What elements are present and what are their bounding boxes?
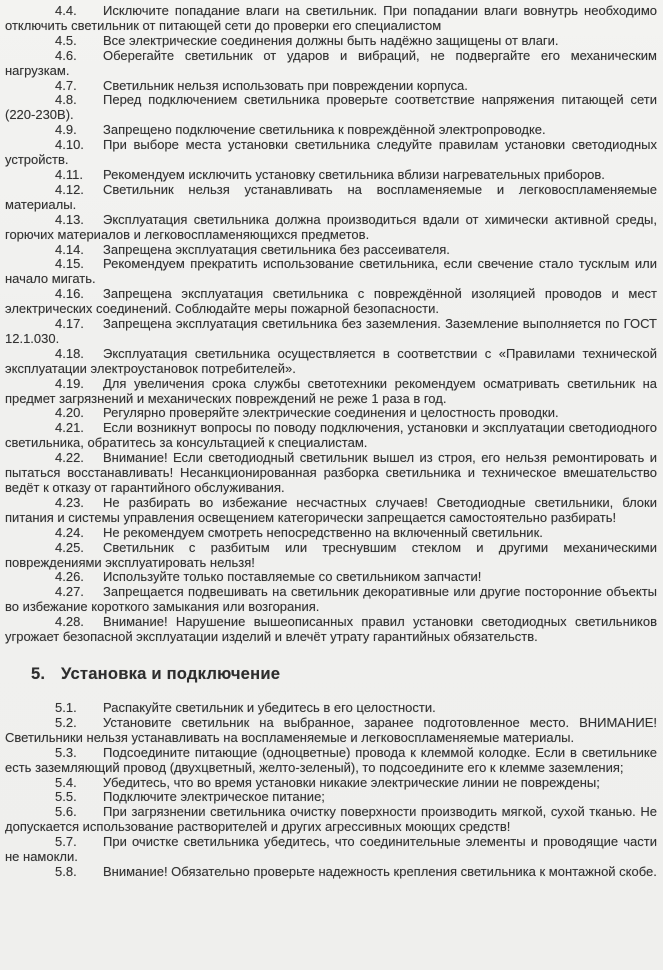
list-item — [5, 570, 657, 585]
list-item — [5, 4, 657, 34]
item-number: 4.19. — [55, 375, 84, 391]
item-number: 4.9. — [55, 122, 77, 138]
section-5-heading — [31, 664, 657, 683]
list-item — [5, 541, 657, 571]
item-number: 5.8. — [55, 863, 77, 879]
list-item — [5, 716, 657, 746]
item-number: 4.13. — [55, 211, 84, 227]
item-text: Запрещена эксплуатация светильника без заземления. Заземление выполняется по ГОСТ 12.1.030. — [5, 316, 657, 346]
item-number: 4.27. — [55, 584, 84, 600]
item-number: 4.15. — [55, 256, 84, 272]
list-item — [5, 865, 657, 880]
item-number: 4.6. — [55, 47, 77, 63]
item-number: 4.12. — [55, 181, 84, 197]
item-text: Используйте только поставляемые со светильником запчасти! — [103, 569, 482, 585]
list-item — [5, 701, 657, 716]
list-item — [5, 317, 657, 347]
section-4-items — [5, 4, 657, 645]
item-number: 4.17. — [55, 316, 84, 332]
list-item — [5, 746, 657, 776]
section-5-number: 5. — [31, 663, 46, 683]
item-text: Распакуйте светильник и убедитесь в его целостности. — [103, 699, 436, 715]
item-number: 4.26. — [55, 569, 84, 585]
item-text: При загрязнении светильника очистку поверхности производить мягкой, сухой тканью. Не допускается использование растворителей и других агрессивных моющих средств! — [5, 804, 657, 835]
document-page — [5, 4, 657, 880]
section-5-title: Установка и подключение — [61, 663, 281, 683]
item-text: Запрещена эксплуатация светильника без рассеивателя. — [103, 241, 450, 257]
item-text: Не рекомендуем смотреть непосредственно на включенный светильник. — [103, 524, 543, 540]
item-number: 5.4. — [55, 774, 77, 790]
item-text: Запрещено подключение светильника к повреждённой электропроводке. — [103, 122, 546, 138]
list-item — [5, 526, 657, 541]
item-number: 4.22. — [55, 450, 84, 466]
item-text: Установите светильник на выбранное, заранее подготовленное место. ВНИМАНИЕ! Светильники нельзя устанавливать на воспламеняемые и легковоспламеняемые материалы. — [5, 714, 657, 745]
list-item — [5, 377, 657, 407]
item-number: 4.25. — [55, 539, 84, 555]
item-text: Исключите попадание влаги на светильник. При попадании влаги вовнутрь необходимо отключить светильник от питающей сети до проверки его специалистом — [5, 3, 657, 33]
item-text: Светильник нельзя использовать при повреждении корпуса. — [103, 77, 468, 93]
list-item — [5, 123, 657, 138]
item-number: 4.10. — [55, 137, 84, 153]
list-item — [5, 585, 657, 615]
item-number: 4.20. — [55, 405, 84, 421]
list-item — [5, 790, 657, 805]
list-item — [5, 805, 657, 835]
list-item — [5, 776, 657, 791]
item-text: При очистке светильника убедитесь, что соединительные элементы и проводящие части не намокли. — [5, 834, 657, 865]
item-number: 4.5. — [55, 32, 77, 48]
list-item — [5, 835, 657, 865]
list-item — [5, 49, 657, 79]
item-text: Подсоедините питающие (одноцветные) провода к клеммой колодке. Если в светильнике есть заземляющий провод (двухцветный, желто-зеленый), то подсоедините его к клемме заземления; — [5, 744, 657, 775]
item-number: 5.5. — [55, 789, 77, 805]
list-item — [5, 168, 657, 183]
item-text: Внимание! Нарушение вышеописанных правил установки светодиодных светильников угрожает безопасной эксплуатации изделий и влечёт утрату гарантийных обязательств. — [5, 614, 657, 645]
item-number: 4.14. — [55, 241, 84, 257]
item-text: Запрещается подвешивать на светильник декоративные или другие посторонние объекты во избежание короткого замыкания или возгорания. — [5, 584, 657, 615]
item-text: Оберегайте светильник от ударов и вибраций, не подвергайте его механическим нагрузкам. — [5, 47, 657, 78]
item-number: 5.2. — [55, 714, 77, 730]
item-number: 4.21. — [55, 420, 84, 436]
list-item — [5, 615, 657, 645]
item-number: 4.8. — [55, 92, 77, 108]
list-item — [5, 138, 657, 168]
list-item — [5, 34, 657, 49]
item-number: 4.7. — [55, 77, 77, 93]
list-item — [5, 347, 657, 377]
item-text: Не разбирать во избежание несчастных случаев! Светодиодные светильники, блоки питания и системы управления освещением категорически запрещается самостоятельно разбирать! — [5, 494, 657, 525]
item-number: 4.23. — [55, 494, 84, 510]
item-number: 5.6. — [55, 804, 77, 820]
list-item — [5, 421, 657, 451]
item-text: Запрещена эксплуатация светильника с повреждённой изоляцией проводов и мест электрических соединений. Соблюдайте меры пожарной безопасности. — [5, 286, 657, 317]
item-text: Внимание! Если светодиодный светильник вышел из строя, его нельзя ремонтировать и пытаться восстанавливать! Несанкционированная разборка светильника и техническое вмешательство ведёт к отказу от гарантийного обслуживания. — [5, 450, 657, 495]
item-text: Рекомендуем прекратить использование светильника, если свечение стало тусклым или начало мигать. — [5, 256, 657, 287]
item-text: Убедитесь, что во время установки никакие электрические линии не повреждены; — [103, 774, 600, 790]
list-item — [5, 243, 657, 258]
item-text: При выборе места установки светильника следуйте правилам установки светодиодных устройств. — [5, 137, 657, 168]
item-number: 5.7. — [55, 834, 77, 850]
list-item — [5, 287, 657, 317]
item-text: Регулярно проверяйте электрические соединения и целостность проводки. — [103, 405, 559, 421]
item-text: Подключите электрическое питание; — [103, 789, 325, 805]
item-text: Все электрические соединения должны быть надёжно защищены от влаги. — [103, 32, 559, 48]
item-text: Перед подключением светильника проверьте соответствие напряжения питающей сети (220-230В). — [5, 92, 657, 123]
item-text: Внимание! Обязательно проверьте надежность крепления светильника к монтажной скобе. — [103, 863, 657, 879]
item-number: 5.3. — [55, 744, 77, 760]
item-text: Эксплуатация светильника должна производиться вдали от химически активной среды, горючих материалов и легковоспламеняющихся предметов. — [5, 211, 657, 242]
item-text: Светильник нельзя устанавливать на воспламеняемые и легковоспламеняемые материалы. — [5, 181, 657, 212]
list-item — [5, 213, 657, 243]
item-text: Если возникнут вопросы по поводу подключения, установки и эксплуатации светодиодного светильника, обратитесь за консультацией к специалистам. — [5, 420, 657, 451]
list-item — [5, 406, 657, 421]
list-item — [5, 79, 657, 94]
item-number: 4.16. — [55, 286, 84, 302]
item-number: 5.1. — [55, 699, 77, 715]
list-item — [5, 451, 657, 496]
item-text: Светильник с разбитым или треснувшим стеклом и другими механическими повреждениями эксплуатировать нельзя! — [5, 539, 657, 570]
list-item — [5, 93, 657, 123]
item-number: 4.18. — [55, 345, 84, 361]
item-text: Рекомендуем исключить установку светильника вблизи нагревательных приборов. — [103, 166, 605, 182]
list-item — [5, 257, 657, 287]
item-number: 4.4. — [55, 3, 77, 18]
list-item — [5, 496, 657, 526]
list-item — [5, 183, 657, 213]
item-number: 4.24. — [55, 524, 84, 540]
item-number: 4.11. — [55, 166, 83, 182]
item-text: Эксплуатация светильника осуществляется в соответствии с «Правилами технической эксплуатации электроустановок потребителей». — [5, 345, 657, 376]
item-number: 4.28. — [55, 614, 84, 630]
section-5-items — [5, 701, 657, 880]
item-text: Для увеличения срока службы светотехники рекомендуем осматривать светильник на предмет загрязнений и механических повреждений не реже 1 раза в год. — [5, 375, 657, 406]
